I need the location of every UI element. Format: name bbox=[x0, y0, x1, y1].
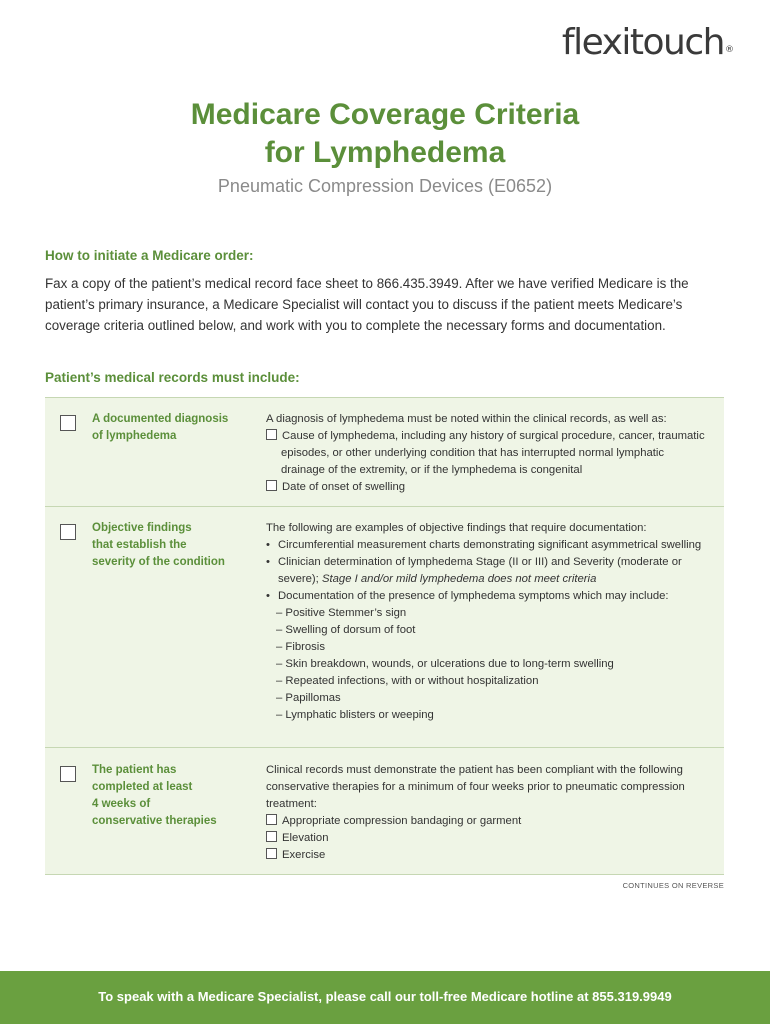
criterion-details bbox=[266, 520, 711, 724]
check-item bbox=[266, 813, 711, 830]
title-line-1: Medicare Coverage Criteria bbox=[190, 98, 580, 131]
bullet-item: • Clinician determination of lymphedema Stage (II or III) and Severity (moderate or severe); Stage I and/or mild lymphedema does not meet criteria bbox=[266, 556, 682, 585]
logo-text: flexitouch bbox=[561, 22, 724, 63]
check-item-text: Cause of lymphedema, including any history of surgical procedure, cancer, traumatic episodes, or other underlying condition that has interrupted normal lymphatic drainage of the extremity, or if the lymphedema is congenital bbox=[281, 430, 705, 476]
initiate-text: Fax a copy of the patient’s medical record face sheet to 866.435.3949. After we have verified Medicare is the patient’s primary insurance, a Medicare Specialist will contact you to discuss if the patient meets Medicare’s coverage criteria outlined below, and work with you to complete the necessary forms and documentation. bbox=[45, 276, 689, 333]
symptom-item: – Lymphatic blisters or weeping bbox=[276, 709, 434, 721]
label-line: 4 weeks of bbox=[92, 798, 151, 810]
check-item bbox=[266, 847, 711, 864]
symptom-item: – Repeated infections, with or without hospitalization bbox=[276, 675, 539, 687]
check-item bbox=[266, 830, 711, 847]
criterion-row-objective-findings bbox=[45, 506, 724, 748]
criterion-intro: Clinical records must demonstrate the patient has been compliant with the following conservative therapies for a minimum of four weeks prior to pneumatic compression treatment: bbox=[266, 764, 685, 810]
continues-note: CONTINUES ON REVERSE bbox=[622, 881, 724, 890]
check-item bbox=[266, 479, 711, 496]
bullet-item-text: Circumferential measurement charts demonstrating significant asymmetrical swelling bbox=[278, 539, 702, 551]
label-line: of lymphedema bbox=[92, 430, 177, 442]
criterion-checkbox[interactable] bbox=[60, 766, 76, 782]
check-item-text: Date of onset of swelling bbox=[282, 481, 406, 493]
bullet-item: • Documentation of the presence of lymphedema symptoms which may include: bbox=[266, 590, 669, 602]
label-line: The patient has bbox=[92, 764, 177, 776]
label-line: A documented diagnosis bbox=[92, 413, 229, 425]
item-checkbox[interactable] bbox=[266, 429, 277, 440]
check-item-text: Exercise bbox=[282, 849, 326, 861]
criterion-intro: A diagnosis of lymphedema must be noted within the clinical records, as well as: bbox=[266, 413, 667, 425]
criterion-checkbox[interactable] bbox=[60, 415, 76, 431]
label-line: severity of the condition bbox=[92, 556, 225, 568]
bullet-item-text: Documentation of the presence of lymphedema symptoms which may include: bbox=[278, 590, 669, 602]
criterion-label bbox=[92, 520, 252, 571]
bullet-item: • Circumferential measurement charts demonstrating significant asymmetrical swelling bbox=[266, 539, 702, 551]
symptom-item: – Positive Stemmer’s sign bbox=[276, 607, 407, 619]
stage-note: Stage I and/or mild lymphedema does not meet criteria bbox=[321, 573, 597, 585]
page-title bbox=[0, 96, 770, 172]
criterion-label bbox=[92, 411, 252, 445]
symptom-item: – Fibrosis bbox=[276, 641, 325, 653]
criterion-details bbox=[266, 411, 711, 496]
item-checkbox[interactable] bbox=[266, 480, 277, 491]
records-heading: Patient’s medical records must include: bbox=[45, 370, 300, 385]
criterion-intro: The following are examples of objective findings that require documentation: bbox=[266, 522, 647, 534]
item-checkbox[interactable] bbox=[266, 814, 277, 825]
symptom-item: – Papillomas bbox=[276, 692, 341, 704]
symptom-item: – Skin breakdown, wounds, or ulcerations due to long-term swelling bbox=[276, 658, 614, 670]
criterion-details bbox=[266, 762, 711, 864]
initiate-heading: How to initiate a Medicare order: bbox=[45, 248, 254, 263]
bullet-item-text: Clinician determination of lymphedema Stage (II or III) and Severity (moderate or severe); bbox=[278, 556, 682, 585]
label-line: that establish the bbox=[92, 539, 187, 551]
item-checkbox[interactable] bbox=[266, 848, 277, 859]
hotline-text: To speak with a Medicare Specialist, please call our toll-free Medicare hotline at 855.319.9949 bbox=[98, 989, 672, 1004]
criterion-row-diagnosis bbox=[45, 397, 724, 507]
check-item-text: Appropriate compression bandaging or garment bbox=[282, 815, 522, 827]
label-line: conservative therapies bbox=[92, 815, 217, 827]
check-item-text: Elevation bbox=[282, 832, 329, 844]
footer-banner bbox=[0, 971, 770, 1024]
page-subtitle: Pneumatic Compression Devices (E0652) bbox=[217, 176, 553, 196]
item-checkbox[interactable] bbox=[266, 831, 277, 842]
check-item bbox=[266, 428, 711, 479]
criterion-label bbox=[92, 762, 252, 830]
label-line: Objective findings bbox=[92, 522, 192, 534]
title-line-2: for Lymphedema bbox=[264, 136, 506, 169]
flexitouch-logo bbox=[562, 22, 734, 63]
symptom-item: – Swelling of dorsum of foot bbox=[276, 624, 416, 636]
criterion-checkbox[interactable] bbox=[60, 524, 76, 540]
criterion-row-conservative-therapies bbox=[45, 747, 724, 875]
registered-mark: ® bbox=[725, 45, 734, 55]
label-line: completed at least bbox=[92, 781, 193, 793]
